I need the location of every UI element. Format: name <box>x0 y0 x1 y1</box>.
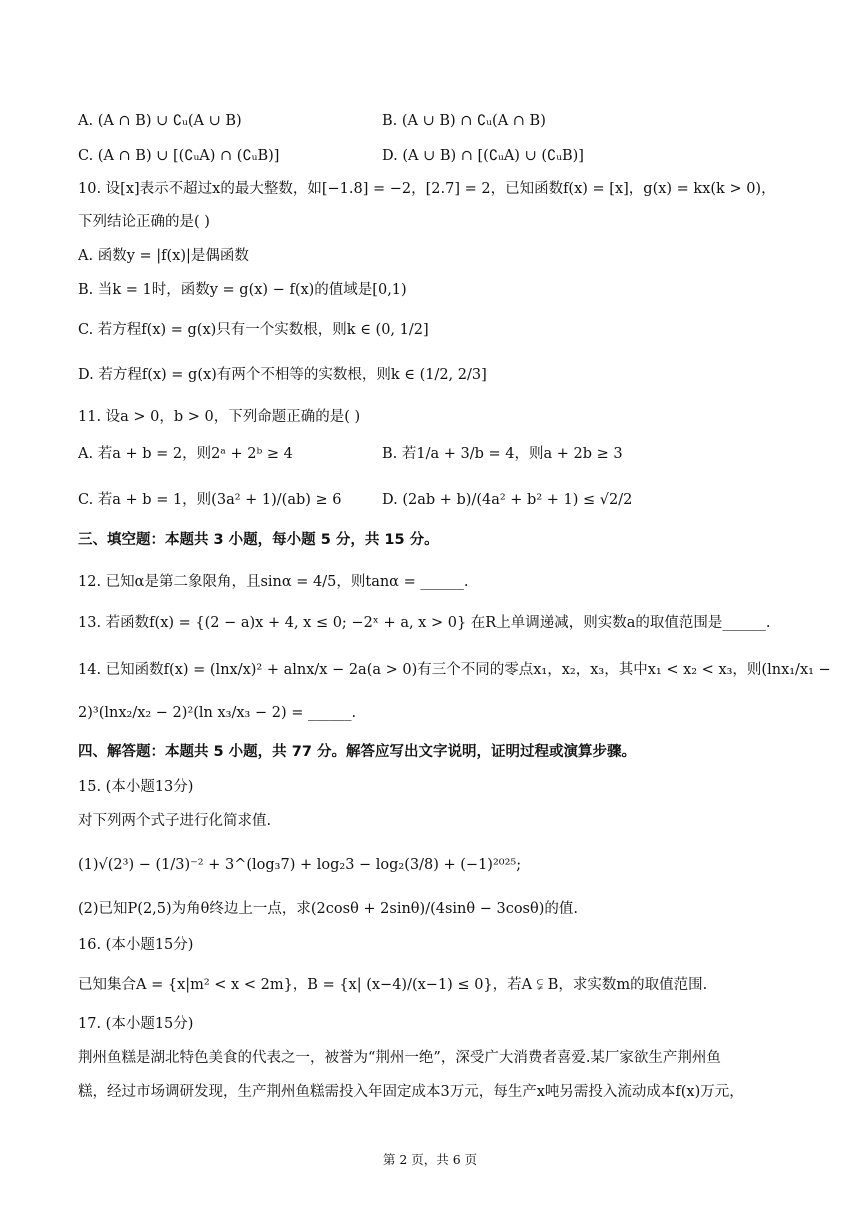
text-line: 2)³(lnx₂/x₂ − 2)²(ln x₃/x₃ − 2) = ______. <box>78 705 357 721</box>
option-right: B. (A ∪ B) ∩ ∁ᵤ(A ∩ B) <box>382 113 546 129</box>
text-line: C. (A ∩ B) ∪ [(∁ᵤA) ∩ (∁ᵤB)] <box>78 148 280 164</box>
option-right: D. (A ∪ B) ∩ [(∁ᵤA) ∪ (∁ᵤB)] <box>382 148 584 164</box>
text-line: 对下列两个式子进行化简求值. <box>78 813 272 829</box>
text-line: C. 若方程f(x) = g(x)只有一个实数根，则k ∈ (0, 1/2] <box>78 322 429 338</box>
text-line: 12. 已知α是第二象限角，且sinα = 4/5，则tanα = ______. <box>78 574 469 590</box>
text-line: 糕，经过市场调研发现，生产荆州鱼糕需投入年固定成本3万元，每生产x吨另需投入流动成本f(x)万元， <box>78 1084 744 1100</box>
text-line: 下列结论正确的是( ) <box>78 214 210 230</box>
section-heading: 三、填空题：本题共 3 小题，每小题 5 分，共 15 分。 <box>78 532 439 548</box>
text-line: 17. (本小题15分) <box>78 1016 194 1032</box>
page-footer: 第 2 页，共 6 页 <box>382 1152 478 1167</box>
text-line: (2)已知P(2,5)为角θ终边上一点，求(2cosθ + 2sinθ)/(4sinθ − 3cosθ)的值. <box>78 901 578 917</box>
text-line: 14. 已知函数f(x) = (lnx/x)² + alnx/x − 2a(a > 0)有三个不同的零点x₁，x₂，x₃，其中x₁ < x₂ < x₃，则(lnx₁/x₁ − <box>78 662 831 678</box>
text-line: A. 函数y = |f(x)|是偶函数 <box>78 248 249 264</box>
text-line: B. 当k = 1时，函数y = g(x) − f(x)的值域是[0,1) <box>78 282 407 298</box>
option-right: D. (2ab + b)/(4a² + b² + 1) ≤ √2/2 <box>382 492 633 508</box>
text-line: 13. 若函数f(x) = {(2 − a)x + 4, x ≤ 0; −2ˣ + a, x > 0} 在R上单调递减，则实数a的取值范围是______. <box>78 615 771 631</box>
text-line: A. (A ∩ B) ∪ ∁ᵤ(A ∪ B) <box>78 113 242 129</box>
text-line: C. 若a + b = 1，则(3a² + 1)/(ab) ≥ 6 <box>78 492 342 508</box>
section-heading: 四、解答题：本题共 5 小题，共 77 分。解答应写出文字说明，证明过程或演算步骤。 <box>78 744 636 760</box>
text-line: 荆州鱼糕是湖北特色美食的代表之一，被誉为“荆州一绝”，深受广大消费者喜爱.某厂家欲生产荆州鱼 <box>78 1050 721 1066</box>
option-right: B. 若1/a + 3/b = 4，则a + 2b ≥ 3 <box>382 446 623 462</box>
text-line: A. 若a + b = 2，则2ᵃ + 2ᵇ ≥ 4 <box>78 446 293 462</box>
text-line: 16. (本小题15分) <box>78 937 194 953</box>
text-line: 15. (本小题13分) <box>78 779 194 795</box>
text-line: 10. 设[x]表示不超过x的最大整数，如[−1.8] = −2，[2.7] = 2，已知函数f(x) = [x]，g(x) = kx(k > 0)， <box>78 181 776 197</box>
text-line: D. 若方程f(x) = g(x)有两个不相等的实数根，则k ∈ (1/2, 2/3] <box>78 367 487 383</box>
text-line: 11. 设a > 0，b > 0，下列命题正确的是( ) <box>78 409 361 425</box>
text-line: (1)√(2³) − (1/3)⁻² + 3^(log₃7) + log₂3 − log₂(3/8) + (−1)²⁰²⁵; <box>78 857 522 873</box>
text-line: 已知集合A = {x|m² < x < 2m}，B = {x| (x−4)/(x−1) ≤ 0}，若A ⫋ B，求实数m的取值范围. <box>78 977 708 993</box>
